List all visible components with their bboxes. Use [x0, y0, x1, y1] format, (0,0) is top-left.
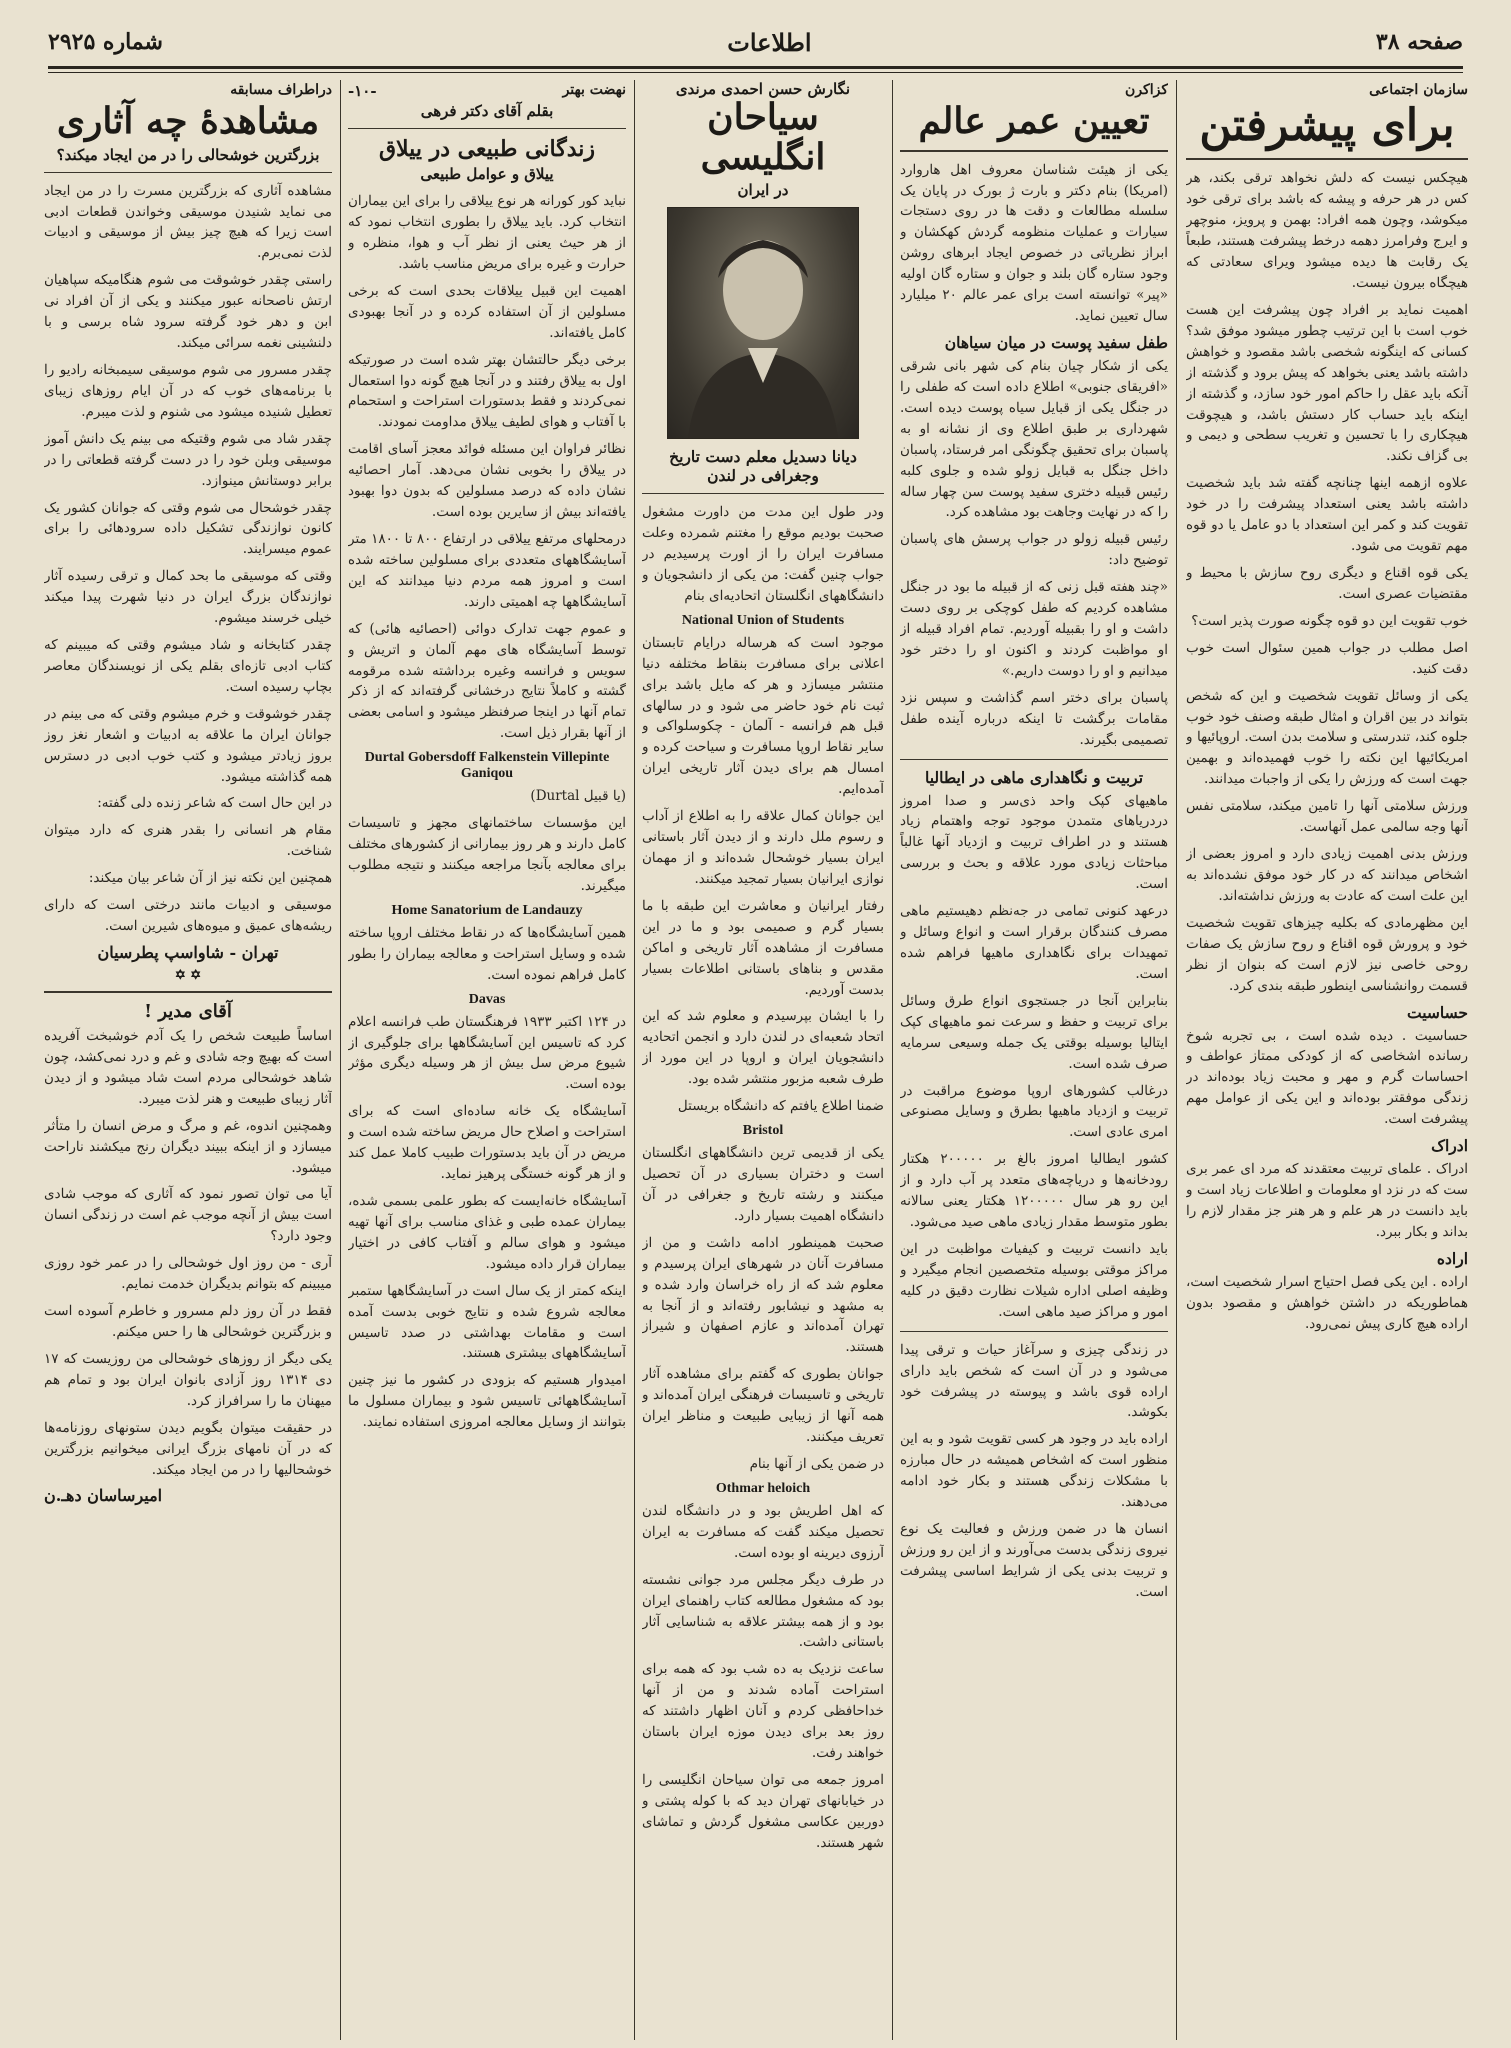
paragraph: برخی دیگر حالتشان بهتر شده است در صورتیکه اول به ییلاق رفتند و در آنجا هیچ گونه دوا استعمال نمی‌کردند و فقط بدستورات استراحت و استحمام با آفتاب و هوای لطیف ییلاق مداومت نمودند.	[348, 351, 626, 431]
paragraph: جوانان بطوری که گفتم برای مشاهده آثار تاریخی و تاسیسات فرهنگی ایران آمده‌اند و همه آنها از زیبایی طبیعت و مناظر ایران تعریف میکنند.	[642, 1366, 884, 1446]
byline: بقلم آقای دکتر فرهی	[420, 102, 554, 120]
paragraph: پاسبان برای دختر اسم گذاشت و سپس نزد مقامات برگشت تا اینکه درباره آینده طفل تصمیمی بگیرند.	[900, 689, 1168, 748]
article-subtitle: بزرگترین خوشحالی را در من ایجاد میکند؟	[56, 145, 320, 164]
paragraph: بنابراین آنجا در جستجوی انواع طرق وسائل برای تربیت و حفظ و سرعت نمو ماهیهای کپک ایتالیا بوسیله بوقتی یک جمله وسیعی سرمایه صرف شده است.	[900, 992, 1168, 1072]
latin-name: Othmar heloich	[715, 1480, 811, 1496]
paragraph: آری - من روز اول خوشحالی را در عمر خود روزی میبینم که بتوانم بدیگران خدمت نمایم.	[44, 1255, 332, 1293]
paragraph: آیا می توان تصور نمود که آثاری که موجب شادی است بیش از آنچه موجب غم است در زندگی انسان وجود دارد؟	[44, 1186, 332, 1245]
paragraph: در زندگی چیزی و سرآغاز حیات و ترقی پیدا می‌شود و در آن است که شخص باید دارای اراده قوی باشد و پیوسته در پیشرفت خود بکوشد.	[900, 1341, 1168, 1421]
paragraph: راستی چقدر خوشوقت می شوم هنگامیکه سپاهیان ارتش ناصحانه عبور میکنند و یکی از آن افراد نی ابن و دهر خود گرفته سرود شاه برسی و با دلنشینی نغمه سرائی میکند.	[44, 272, 332, 352]
star-ornament-icon: ✡ ✡	[174, 968, 202, 984]
article-title: سیاحان انگلیسی	[700, 96, 826, 178]
divider	[900, 150, 1168, 152]
sub-heading: طفل سفید پوست در میان سیاهان	[944, 332, 1168, 352]
section-label: کزاکرن	[1125, 82, 1168, 98]
paragraph: باید دانست تربیت و کیفیات مواظبت در این مراکز موقتی بوسیله متخصصین انجام میگیرد و وظیفه اصلی اداره شیلات نظارت دقیق در کلیه امور و مراکز صید ماهی است.	[900, 1241, 1168, 1320]
paragraph: «چند هفته قبل زنی که از قبیله ما بود در جنگل مشاهده کردیم که طفل کوچکی بر روی دست داشت و او را بقبیله آوردیم. تمام افراد قبیله از او مواظبت کردند و اکنون او را دختر خود میدانیم و او را دوست داریم.»	[900, 579, 1168, 679]
paragraph: اهمیت این قبیل ییلاقات بحدی است که برخی مسلولین از آن استفاده کرده و در آنجا بهبودی کامل یافته‌اند.	[348, 282, 626, 341]
letter-title: آقای مدیر !	[144, 1001, 232, 1023]
paragraph: درغالب کشورهای اروپا موضوع مراقبت در تربیت و ازدیاد ماهیها بطرق و وسایل مصنوعی امری عادی است.	[900, 1082, 1168, 1141]
paragraph: چقدر خوشحال می شوم وقتی که جوانان کشور یک کانون نوازندگی تشکیل داده سرودهائی را برای عموم میسرایند.	[44, 499, 332, 558]
paragraph: (یا قبیل Durtal)	[530, 788, 626, 805]
portrait-photo	[667, 207, 859, 439]
paragraph: ضمنا اطلاع یافتم که دانشگاه بریستل	[677, 1098, 884, 1115]
paragraph: فقط در آن روز دلم مسرور و خاطرم آسوده است و بزرگترین خوشحالی ها را حس میکنم.	[44, 1303, 332, 1340]
latin-name: Durtal Gobersdoff Falkenstein Villepinte Ganiqou	[364, 750, 610, 782]
divider	[348, 128, 626, 129]
paragraph: و عموم جهت تدارک دوائی (احصائیه هائی) که توسط آسایشگاه های مهم آلمان و اتریش و سویس و فرانسه وغیره برداشته شده مرقومه گشته و کاملاً نتایج درخشانی گرفته‌اند که از ذکر تمام آنها در اینجا صرفنظر میشود و اسامی بعضی از آنها بقرار ذیل است.	[348, 620, 626, 742]
article-age-of-world	[900, 80, 1168, 2040]
article-title: برای پیشرفتن	[1199, 100, 1455, 151]
latin-name: Bristol	[742, 1123, 784, 1139]
paragraph: وهمچنین اندوه، غم و مرگ و مرض انسان را متأثر میسازد و از اینکه ببیند دیگران رنج میکشند ناراحت میشود.	[44, 1117, 332, 1176]
letter-signature: امیرساسان دهـ.ن	[44, 1486, 163, 1506]
paragraph: درعهد کنونی تمامی در جه‌نظم دهیستیم ماهی مصرف کنندگان برقرار است و انواع وسائل و تمهیدات برای نگاهداری ماهیها فراهم شده است.	[900, 903, 1168, 982]
article-progress	[1186, 80, 1468, 2040]
paragraph: در ۱۲۴ اکتبر ۱۹۳۳ فرهنگستان طب فرانسه اعلام کرد که تاسیس این آسایشگاهها برای جلوگیری از شیوع مرض سل بیش از هر وسیله دیگری مؤثر بوده است.	[348, 1013, 626, 1093]
sub-heading: اراده	[1436, 1248, 1468, 1268]
sub-heading: ادراک	[1431, 1136, 1468, 1156]
paragraph: یکی از قدیمی ترین دانشگاههای انگلستان است و دختران بسیاری در آن تحصیل میکنند و رشته تاریخ و جغرافی در آن دانشگاه اهمیت بسیار دارد.	[642, 1145, 884, 1224]
article-contest	[44, 80, 332, 2040]
series-number: -۱۰-	[348, 82, 377, 100]
sub-heading: تربیت و نگاهداری ماهی در ایطالیا	[924, 767, 1144, 787]
paragraph: کشور ایطالیا امروز بالغ بر ۲۰۰۰۰۰ هکتار رودخانه‌ها و دریاچه‌های متعدد پر آب دارد و از این رو هر سال ۱۲۰۰۰۰۰ هکتار یعنی سالانه بطور متوسط مقدار زیادی ماهی صید می‌شود.	[900, 1151, 1168, 1231]
paragraph: نباید کور کورانه هر نوع ییلاقی را برای این بیماران انتخاب کرد. باید ییلاق را بطوری انتخاب نمود که از هر حیث یعنی از نظر آب و هوا، منظره و حرارت و غیره برای مریض مناسب باشد.	[348, 193, 626, 272]
paragraph: یکی از شکار چیان بنام کی شهر بانی شرقی «افریقای جنوبی» اطلاع داده است که طفلی را در جنگل یکی از قبایل سیاه پوست دیده است. شهرداری بر طبق اطلاع وی از نشانه او به پاسبان برای تحقیق چگونگی امر فرستاد، پاسبان داخل جنگل به قبایل زولو شده و جلوی کلبه رئیس قبیله دختری سفید پوست سن چهار ساله را که در نهایت وجاهت بود مشاهده کرد.	[900, 357, 1168, 521]
paragraph: خوب تقویت این دو قوه چگونه صورت پذیر است؟	[1191, 612, 1468, 629]
paragraph: ورزش بدنی اهمیت زیادی دارد و امروز بعضی از اشخاص میدانند که در کار خود موفق نشده‌اند به این علت است که عادت به ورزش نداشته‌اند.	[1186, 846, 1468, 904]
divider	[44, 991, 332, 993]
paragraph: نظائر فراوان این مسئله فوائد معجز آسای اقامت در ییلاق را بخوبی نشان می‌دهد. آمار احصائیه نشان داده که درصد مسلولین که بدون دوا بهبود یافته‌اند بیش از سایرین بوده است.	[348, 441, 626, 521]
latin-name: Home Sanatorium de Landauzy	[391, 902, 583, 918]
paragraph: چقدر کتابخانه و شاد میشوم وقتی که میبینم که کتاب ادبی تازه‌ای بقلم یکی از نویسندگان معاصر بچاپ رسیده است.	[44, 637, 332, 695]
byline: نگارش حسن احمدی مرندی	[675, 80, 851, 98]
paragraph: آسایشگاه خانه‌ایست که بطور علمی بسمی شده، بیماران عمده طبی و غذای مناسب برای آنها تهیه میشود و هوای سالم و آفتاب کافی در اختیار بیماران قرار داده میشود.	[348, 1192, 626, 1272]
paragraph: در ضمن یکی از آنها بنام	[749, 1455, 884, 1472]
divider	[44, 172, 332, 173]
paragraph: درمحلهای مرتفع ییلاقی در ارتفاع ۸۰۰ تا ۱۸۰۰ متر آسایشگاههای متعددی برای مسلولین ساخته شده است و امروز همه مردم دنیا میدانند که این آسایشگاهها چه اهمیتی دارند.	[348, 531, 626, 610]
paragraph: این مظهرمادی که بکلیه چیزهای تقویت شخصیت خود و پرورش قوه اقناع و روح سازش یک صفات روحی خاصی نیز لازم است که بنوان از نظر قسمت روانشناسی اینطور طبقه بندی کرد.	[1186, 914, 1468, 994]
paragraph: ورزش سلامتی آنها را تامین میکند، سلامتی نفس آنها وجه سالمی عمل آنهاست.	[1186, 798, 1468, 836]
column-head	[348, 80, 626, 102]
paragraph: اینکه کمتر از یک سال است در آسایشگاهها ستمبر معالجه شروع شده و نتایج خوبی بدست آمده است و مقامات بهداشتی در صدد تاسیس آسایشگاههای بیشتری هستند.	[348, 1282, 626, 1362]
article-english-travelers	[642, 80, 884, 2040]
header-rule-thin	[48, 72, 1463, 73]
paragraph: امیدوار هستیم که بزودی در کشور ما نیز چنین آسایشگاههائی تاسیس شود و بیماران مسلول ما بتوانند از وسایل معالجه امروزی استفاده نمایند.	[348, 1372, 626, 1431]
column-divider	[634, 80, 635, 2040]
column-divider	[1176, 80, 1177, 2040]
header-rule	[48, 66, 1463, 69]
article-subtitle: ییلاق و عوامل طبیعی	[420, 165, 554, 184]
column-divider	[340, 80, 341, 2040]
article-natural-life	[348, 80, 626, 2040]
paragraph: یکی از وسائل تقویت شخصیت و این که شخص بتواند در بین اقران و امثال طبقه وصنف خود خوب جلوه کند، تندرستی و سلامت بدن است. اروپائیها و امریکائیها این نکته را خوب فهمیده‌اند و بهمین جهت است که ورزش را یکی از واجبات میدانند.	[1186, 687, 1468, 788]
paragraph: ودر طول این مدت من داورت مشغول صحبت بودیم موقع را مغتنم شمرده وعلت مسافرت ایران را از اورت پرسیدیم در جواب چنین گفت: من یکی از دانشجویان و دانشگاههای انگلستان اتحادیه‌ای بنام	[642, 504, 884, 604]
paragraph: اراده . این یکی فصل احتیاج اسرار شخصیت است، هماطوریکه در داشتن خواهش و مقصود بدون اراده هیچ کاری پیش نمی‌رود.	[1186, 1273, 1468, 1332]
section-label: سازمان اجتماعی	[1369, 82, 1468, 98]
divider	[642, 493, 884, 494]
paragraph: چقدر مسرور می شوم موسیقی سیمبخانه رادیو را با برنامه‌های خوب که در آن ایام روزهای زیبای تعطیل شنیده میشود می شنوم و لذت میبرم.	[44, 361, 332, 420]
paragraph: صحبت همینطور ادامه داشت و من از مسافرت آنان در شهرهای ایران پرسیدم و معلوم شد که از راه خراسان وارد شده و به مشهد و نیشابور رفته‌اند و از آنجا به تهران آمده‌اند و عازم اصفهان و شیراز هستند.	[642, 1234, 884, 1356]
paragraph: وقتی که موسیقی ما بحد کمال و ترقی رسیده آثار نوازندگان بزرگ ایران در دنیا شهرت پیدا میکند خیلی خرسند میشوم.	[44, 568, 332, 627]
portrait-icon	[668, 208, 858, 438]
article-subtitle: در ایران	[737, 181, 789, 200]
section-label: نهضت بهتر	[562, 82, 626, 98]
paragraph: علاوه ازهمه اینها چنانچه گفته شد باید شخصیت داشته باشد یعنی استعداد پیشرفت را در خود تقویت کند و کمر این استعداد با دو عامل یا دو قوه مهم تقویت می شود.	[1186, 475, 1468, 555]
paragraph: این جوانان کمال علاقه را به اطلاع از آداب و رسوم ملل دارند و از دیدن آثار باستانی ایران بسیار خوشحال شده‌اند و از مهمان نوازی ایرانیان بسیار تمجید میکنند.	[642, 808, 884, 887]
paragraph: رئیس قبیله زولو در جواب پرسش های پاسبان توضیح داد:	[900, 531, 1168, 569]
photo-caption: دیانا دسدیل معلم دست تاریخ وجغرافی در لندن	[669, 447, 857, 486]
paragraph: یکی از هیئت شناسان معروف اهل هاروارد (امریکا) بنام دکتر و بارت ژ بورک در پایان یک سلسله مطالعات و دقت ها در روی دستجات سیارات و عملیات منظومه گردش کهکشان و ابراز نظریاتی در خصوص ایجاد ابرهای روشن وجود ستاره گان بلند و جوان و ستاره گان اولیه «پیر» توانسته است برای عمر عالم ۲۰ میلیارد سال تعیین نماید.	[900, 161, 1168, 325]
publication-name: اطلاعات	[727, 27, 812, 57]
author-signature: تهران - شاواسپ پطرسیان	[97, 943, 279, 963]
paragraph: چقدر شاد می شوم وقتیکه می بینم یک دانش آموز موسیقی وبلن خود را در دست گرفته قطعاتی را در برابر دوستانش مینوازد.	[44, 430, 332, 489]
paragraph: ادراک . علمای تربیت معتقدند که مرد ای عمر بری ست که در نزد او معلومات و اطلاعات زیاد است و باید دانست در هر علم و هر هنر جز مقدار لازم را بداند و بکار ببرد.	[1186, 1161, 1468, 1240]
paragraph: ماهیهای کپک واحد ذی‌سر و صدا امروز دردریاهای متمدن موجود توجه واهتمام زیاد هستند و در اطراف تربیت و ازدیاد آنها غالباً مباحثات زیادی مورد علاقه و بحث و بررسی است.	[900, 792, 1168, 893]
paragraph: هیچکس نیست که دلش نخواهد ترقی بکند، هر کس در هر حرفه و پیشه که باشد برای ترقی خود میکوشد، وچون همه افراد: بهمن و پرویز، منوچهر و ایرج وفرامرز دهمه درخط پیشرفت هستند، طبعاً یک رقابت ها دیده میشود ویرای سعادتی که هیچگاه بیرون نیست.	[1186, 170, 1468, 291]
paragraph: آسایشگاه یک خانه ساده‌ای است که برای استراحت و اصلاح حال مریض ساخته شده است و مریض در آن باید بدستورات طبیب کاملا عمل کند و از هر گونه خستگی پرهیز نماید.	[348, 1103, 626, 1183]
paragraph: امروز جمعه می‌ توان سیاحان انگلیسی را در خیابانهای تهران دید که با کوله پشتی و دوربین عکاسی مشغول گردش و تماشای شهر هستند.	[642, 1771, 884, 1851]
paragraph: یکی دیگر از روزهای خوشحالی من روزیست که ۱۷ دی ۱۳۱۴ روز آزادی بانوان ایران بود و تمام هم میهنان ما را سرافراز کرد.	[44, 1350, 332, 1409]
paragraph: موسیقی و ادبیات مانند درختی است که دارای ریشه‌های عمیق و میوه‌های شیرین است.	[44, 897, 332, 935]
paragraph: همچنین این نکته نیز از آن شاعر بیان میکند:	[88, 870, 332, 887]
paragraph: اهمیت نماید بر افراد چون پیشرفت این هست خوب است با این ترتیب چطور میشود موفق شد؟ کسانی که اینگونه شخصی باشد مقصود و خواهش داشته باشد یعنی بخواهد که پیش برود و گذشته از آنکه باید عقل را حاکم امور خود سازد، و گذشته از اینکه باید حساب کار دستش باشد، و هیچوقت هیچکاری را با تحسین و تغریب سطحی و دیمی و بی گزاف نکند.	[1186, 301, 1468, 465]
section-label: دراطراف مسابقه	[230, 82, 332, 98]
column-divider	[892, 80, 893, 2040]
divider	[1186, 158, 1468, 160]
paragraph: در طرف دیگر مجلس مرد جوانی نشسته بود که مشغول مطالعه کتاب راهنمای ایران بود و از همه بیشتر علاقه به شناسایی آثار باستانی داشت.	[642, 1571, 884, 1651]
paragraph: مشاهده آثاری که بزرگترین مسرت را در من ایجاد می نماید شنیدن موسیقی وخواندن قطعات ادبی است زیرا که هیچ چیز بیش از موسیقی و ادبیات لذت نمی‌برم.	[44, 182, 332, 262]
issue-number: شماره ۲۹۲۵	[48, 29, 163, 55]
article-title: تعیین عمر عالم	[918, 100, 1150, 142]
sub-heading: حساسیت	[1406, 1002, 1468, 1022]
divider	[900, 1331, 1168, 1332]
divider	[900, 759, 1168, 760]
paragraph: رفتار ایرانیان و معاشرت این طبقه با ما بسیار گرم و صمیمی بود و ما در این مسافرت از مشاهده آثار تاریخی و اماکن مقدس و بناهای باستانی اطلاعات بسیار بدست آوردیم.	[642, 897, 884, 998]
paragraph: انسان ها در ضمن ورزش و فعالیت یک نوع نیروی زندگی بدست می‌آورند و از این رو ورزش و تربیت بدنی یکی از شرایط اساسی پیشرفت است.	[900, 1521, 1168, 1600]
paragraph: حساسیت . دیده شده است ، بی تجربه شوخ رسانده اشخاصی که از کودکی ممتاز عواطف و احساسات گرم و مهر و محبت زیاد بوده‌اند در زندگی موفقتر بوده‌اند و این یکی از عوامل مهم پیشرفت است.	[1186, 1027, 1468, 1128]
paragraph: مقام هر انسانی را بقدر هنری که دارد میتوان شناخت.	[44, 822, 332, 860]
latin-name: National Union of Students	[681, 612, 845, 628]
paragraph: که اهل اطریش بود و در دانشگاه لندن تحصیل میکند گفت که مسافرت به ایران آرزوی دیرینه او بوده است.	[642, 1502, 884, 1561]
page-header	[48, 24, 1463, 60]
paragraph: موجود است که هرساله درایام تابستان اعلانی برای مسافرت بنقاط مختلفه دنیا منتشر میسازد و هر که مایل باشد برای ثبت نام خود حاضر می شود و در سالهای قبل هم فرانسه - آلمان - چکوسلواکی و سایر نقاط اروپا مسافرت و سیاحت کرده و امسال هم برای دیدن آثار تاریخی ایران آمده‌ایم.	[642, 634, 884, 798]
page-number: صفحه ۳۸	[1375, 29, 1463, 55]
article-title: زندگانی طبیعی در ییلاق	[378, 136, 596, 162]
paragraph: همین آسایشگاه‌ها که در نقاط مختلف اروپا ساخته شده و وسایل استراحت و معالجه بیماران را بطور کامل فراهم نموده است.	[348, 924, 626, 983]
paragraph: اساساً طبیعت شخص را یک آدم خوشبخت آفریده است که بهیچ وجه شادی و غم و درد نمی‌کشد، چون شاهد خوشحالی مردم است شاد میشود و از دیدن آثار زیبای طبیعت و هنر لذت میبرد.	[44, 1028, 332, 1107]
paragraph: یکی قوه اقناع و دیگری روح سازش با محیط و مقتضیات عصری است.	[1186, 564, 1468, 602]
article-title: مشاهدهٔ چه آثاری	[56, 100, 320, 142]
paragraph: اصل مطلب در جواب همین سئوال است خوب دقت کنید.	[1186, 639, 1468, 677]
paragraph: را با ایشان بپرسیدم و معلوم شد که این اتحاد شعبه‌ای در لندن دارد و انجمن اتحادیه دانشجویان ایران و اروپا در این مورد از طرف شعبه مزبور منتشر شده بود.	[642, 1008, 884, 1088]
latin-name: Davas	[468, 991, 506, 1007]
paragraph: در حقیقت میتوان بگویم دیدن ستونهای روزنامه‌ها که در آن نامهای بزرگ ایرانی میخوانیم بزرگترین خوشحالیها را در من ایجاد میکند.	[44, 1419, 332, 1478]
paragraph: ساعت نزدیک به ده شب بود که همه برای استراحت آماده شدند و من از آنها خداحافظی کردم و آنان اظهار داشتند که روز بعد برای دیدن موزه ایران باستان خواهند رفت.	[642, 1661, 884, 1762]
paragraph: این مؤسسات ساختمانهای مجهز و تاسیسات کامل دارند و هر روز بیمارانی از کشورهای مختلف برای معالجه بآنجا مراجعه میکنند و نتیجه مطلوب میگیرند.	[348, 815, 626, 894]
paragraph: اراده باید در وجود هر کسی تقویت شود و به این منظور است که اشخاص همیشه در حال مبارزه با مشکلات زندگی هستند و بکار خود ادامه می‌دهند.	[900, 1431, 1168, 1511]
paragraph: در این حال است که شاعر زنده دلی گفته:	[97, 795, 332, 812]
paragraph: چقدر خوشوقت و خرم میشوم وقتی که می بینم در جوانان ایران ما علاقه به ادبیات و اشعار نغز روز بروز زیادتر میشود و کتب خوب ادبی در دسترس همه گذاشته میشود.	[44, 705, 332, 785]
